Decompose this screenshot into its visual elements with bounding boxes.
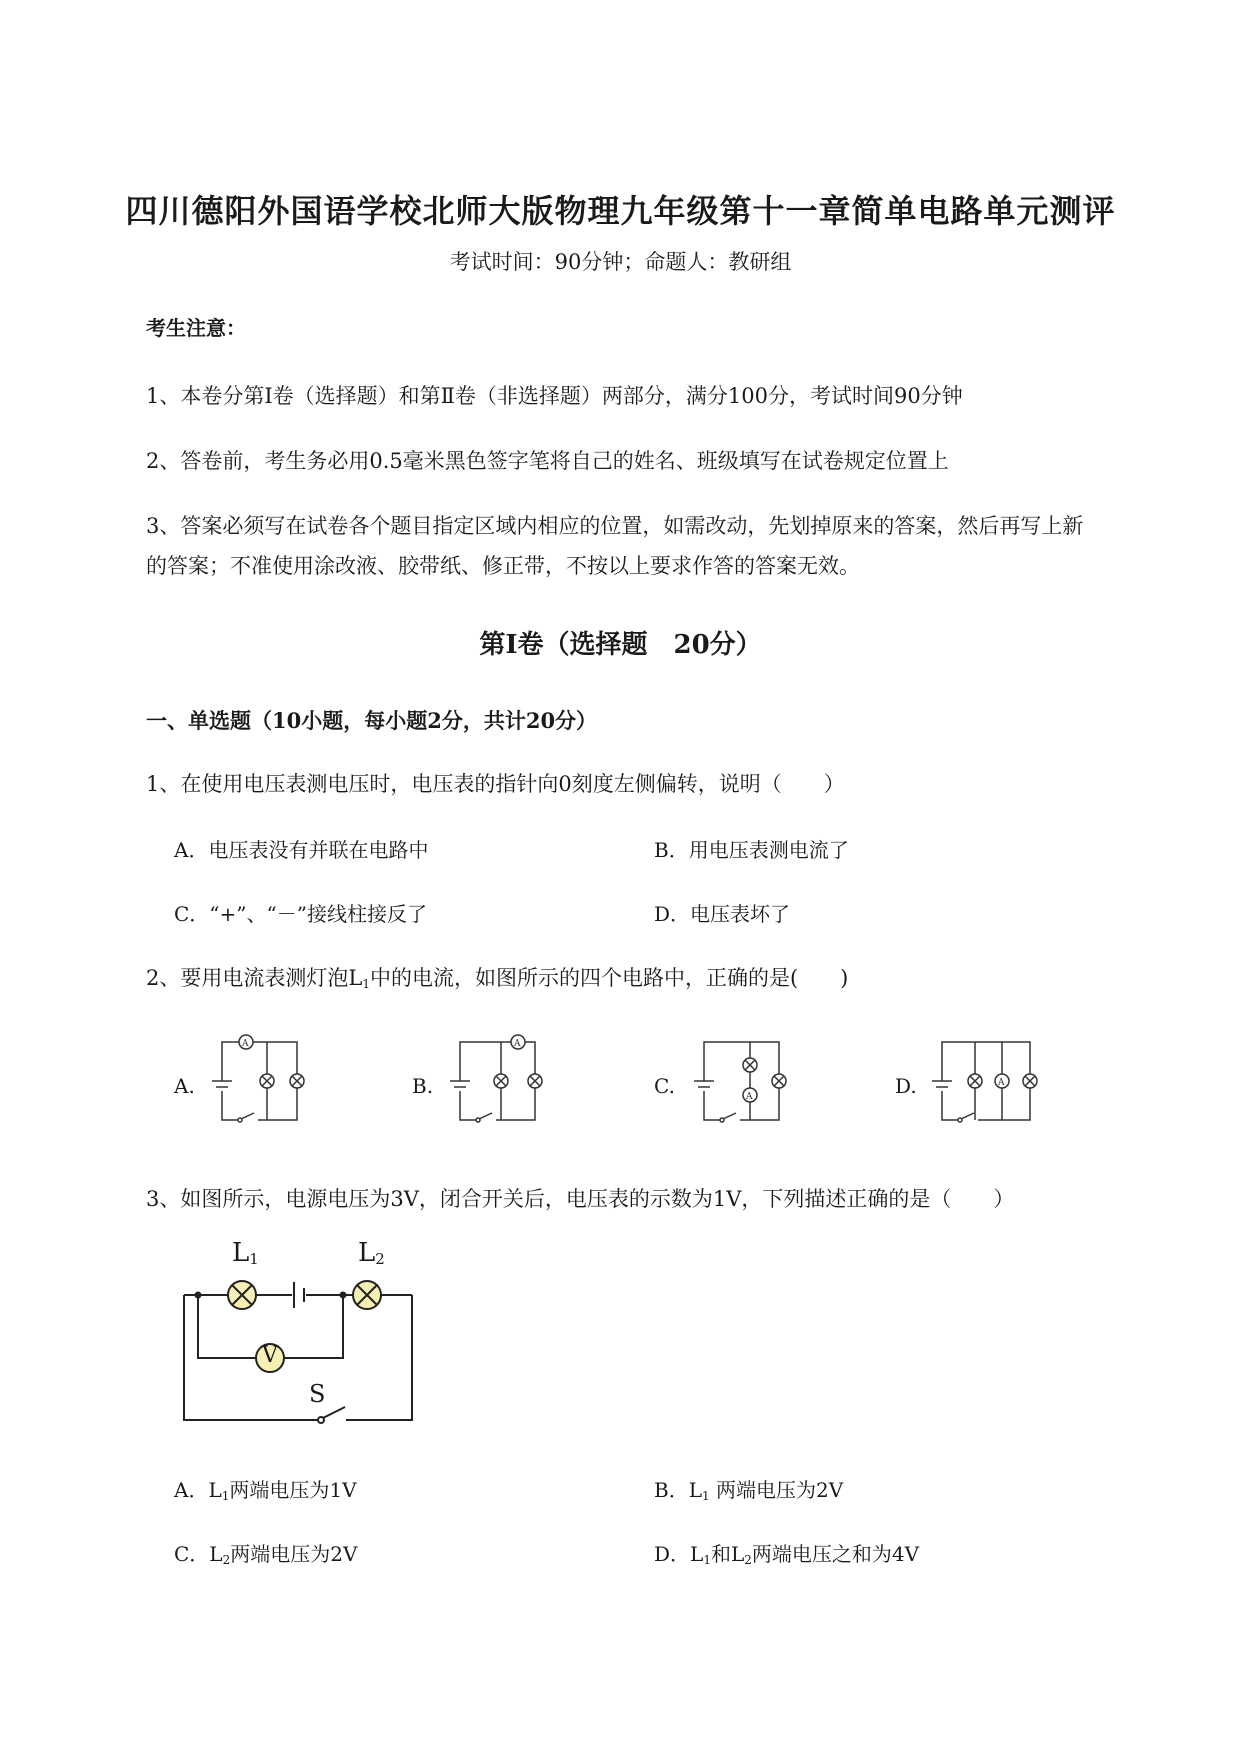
q2-option-b-label[interactable]: B.: [412, 1074, 434, 1098]
q3-circuit-diagram: [170, 1240, 430, 1430]
svg-text:A: A: [514, 1039, 521, 1049]
q2-option-a-label[interactable]: A.: [174, 1074, 195, 1098]
q2-circuit-b[interactable]: [448, 1025, 548, 1133]
q1-option-c[interactable]: C．“+”、“－”接线柱接反了: [174, 902, 427, 926]
q1-option-d[interactable]: D．电压表坏了: [654, 902, 791, 926]
question-2-stem: [146, 962, 848, 992]
q3-label-s: S: [309, 1380, 326, 1408]
svg-text:A: A: [998, 1078, 1005, 1088]
q3-option-d[interactable]: D．$L_1$和$L_2$两端电压之和为4V: [654, 1542, 920, 1567]
section-heading: 第Ⅰ卷（选择题 20分）: [479, 630, 762, 660]
q2-circuit-d[interactable]: [930, 1025, 1040, 1133]
q2-circuit-c[interactable]: [692, 1025, 792, 1133]
q3-label-l1: $L_1$: [232, 1238, 259, 1268]
q3-option-b[interactable]: B．$L_1$ 两端电压为2V: [654, 1478, 844, 1503]
q3-label-v: V: [262, 1343, 278, 1368]
q2-stem-b: 中的电流，如图所示的四个电路中，正确的是( ): [369, 966, 849, 990]
group-heading: 一、单选题（10小题，每小题2分，共计20分）: [146, 708, 598, 733]
svg-text:A: A: [242, 1039, 249, 1049]
question-3-stem: 3、如图所示，电源电压为3V，闭合开关后，电压表的示数为1V，下列描述正确的是（ ）: [146, 1187, 1015, 1211]
q2-stem-a: 2、要用电流表测灯泡L: [146, 966, 363, 990]
svg-text:A: A: [746, 1092, 753, 1102]
q3-option-a[interactable]: A．$L_1$两端电压为1V: [174, 1478, 357, 1503]
q3-label-l2: $L_2$: [358, 1238, 385, 1268]
notice-item-3-cont: 的答案；不准使用涂改液、胶带纸、修正带，不按以上要求作答的答案无效。: [146, 554, 860, 578]
q3-option-c[interactable]: C．$L_2$两端电压为2V: [174, 1542, 358, 1567]
page-title: 四川德阳外国语学校北师大版物理九年级第十一章简单电路单元测评: [125, 192, 1116, 230]
q1-option-b[interactable]: B．用电压表测电流了: [654, 838, 849, 862]
q2-circuit-a[interactable]: [210, 1025, 310, 1133]
notice-item-3: 3、答案必须写在试卷各个题目指定区域内相应的位置，如需改动，先划掉原来的答案，然后再写上新: [146, 514, 1084, 538]
q2-option-c-label[interactable]: C.: [654, 1074, 675, 1098]
q2-stem-sub: 1: [362, 977, 370, 991]
exam-info: 考试时间：90分钟；命题人：教研组: [449, 250, 792, 274]
notice-item-2: 2、答卷前，考生务必用0.5毫米黑色签字笔将自己的姓名、班级填写在试卷规定位置上: [146, 449, 949, 473]
q2-option-d-label[interactable]: D.: [895, 1074, 917, 1098]
question-1-stem: 1、在使用电压表测电压时，电压表的指针向0刻度左侧偏转，说明（ ）: [146, 772, 845, 796]
notice-item-1: 1、本卷分第Ⅰ卷（选择题）和第Ⅱ卷（非选择题）两部分，满分100分，考试时间90分钟: [146, 384, 963, 408]
q1-option-a[interactable]: A．电压表没有并联在电路中: [174, 838, 429, 862]
notice-heading: 考生注意：: [146, 316, 246, 340]
